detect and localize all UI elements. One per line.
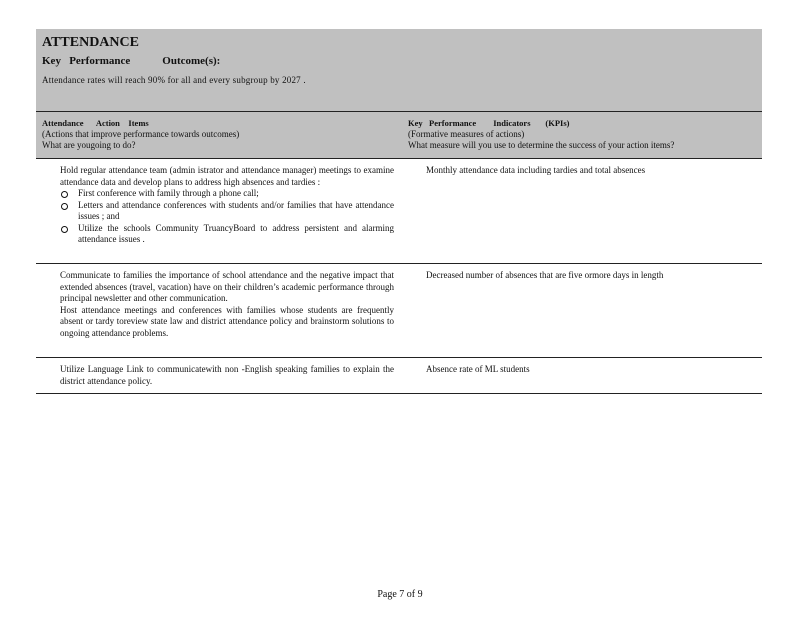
list-item — [42, 165, 394, 246]
action-cell — [36, 264, 402, 357]
kpi-text: Decreased number of absences that are five ormore days in length — [426, 270, 664, 280]
list-item — [408, 270, 756, 282]
action-text: Hold regular attendance team (admin istrator and attendance manager) meetings to examine attendance data and develop plans to address high absences and tardies : — [60, 165, 394, 187]
bullet-icon — [42, 364, 60, 387]
kpi-cell — [402, 264, 762, 357]
action-text: Host attendance meetings and conferences with families whose students are frequently absent or tardy toreview state law and district attendance policy and brainstorm solutions to ongoing attendance problems. — [60, 304, 394, 338]
kpo-label: Key Performance — [42, 55, 131, 67]
bullet-icon — [42, 165, 60, 246]
bullet-icon — [42, 270, 60, 305]
page-number: Page 7 of 9 — [377, 589, 423, 600]
bullet-icon — [408, 165, 426, 177]
outcomes-label: Outcome(s): — [162, 55, 221, 67]
left-column-header — [36, 112, 402, 158]
section-header — [36, 29, 762, 112]
outcome-statement: Attendance rates will reach 90% for all and every subgroup by 2027 . — [42, 75, 306, 85]
list-item — [408, 165, 756, 177]
kpi-cell — [402, 358, 762, 393]
action-items-subheading: (Actions that improve performance towards outcomes) — [42, 129, 240, 139]
kpi-text: Absence rate of ML students — [426, 364, 530, 374]
kpi-heading: Key Performance Indicators (KPIs) — [408, 118, 570, 128]
circle-bullet-icon — [61, 203, 68, 210]
list-item — [408, 364, 756, 376]
kpi-question: What measure will you use to determine the success of your action items? — [408, 140, 675, 150]
kpi-text: Monthly attendance data including tardies and total absences — [426, 165, 646, 175]
list-item — [42, 270, 394, 305]
bullet-icon — [42, 305, 60, 340]
action-items-question: What are yougoing to do? — [42, 140, 136, 150]
sub-list — [60, 188, 394, 246]
circle-bullet-icon — [61, 226, 68, 233]
list-item — [42, 305, 394, 340]
sub-list-item: First conference with family through a phone call; — [60, 188, 394, 200]
action-cell — [36, 159, 402, 263]
column-headers — [36, 112, 762, 159]
section-title: ATTENDANCE — [42, 35, 139, 50]
bullet-icon — [408, 270, 426, 282]
sub-list-item: Letters and attendance conferences with students and/or families that have attendance issues ; and — [60, 200, 394, 223]
table-row — [36, 264, 762, 358]
action-text: Communicate to families the importance of school attendance and the negative impact that extended absences (travel, vacation) have on their children’s academic performance through principal newsletter and other communication. — [60, 270, 394, 303]
action-cell — [36, 358, 402, 393]
circle-bullet-icon — [61, 191, 68, 198]
kpi-cell — [402, 159, 762, 263]
list-item — [42, 364, 394, 387]
action-text: Utilize Language Link to communicatewith non -English speaking families to explain the district attendance policy. — [60, 364, 394, 386]
table-row — [36, 358, 762, 394]
action-items-heading: Attendance Action Items — [42, 118, 149, 128]
key-performance-outcomes-label — [42, 55, 756, 68]
attendance-table — [36, 29, 762, 394]
table-row — [36, 159, 762, 264]
kpi-subheading: (Formative measures of actions) — [408, 129, 525, 139]
bullet-icon — [408, 364, 426, 376]
right-column-header — [402, 112, 762, 158]
sub-list-item: Utilize the schools Community TruancyBoard to address persistent and alarming attendance issues . — [60, 223, 394, 246]
